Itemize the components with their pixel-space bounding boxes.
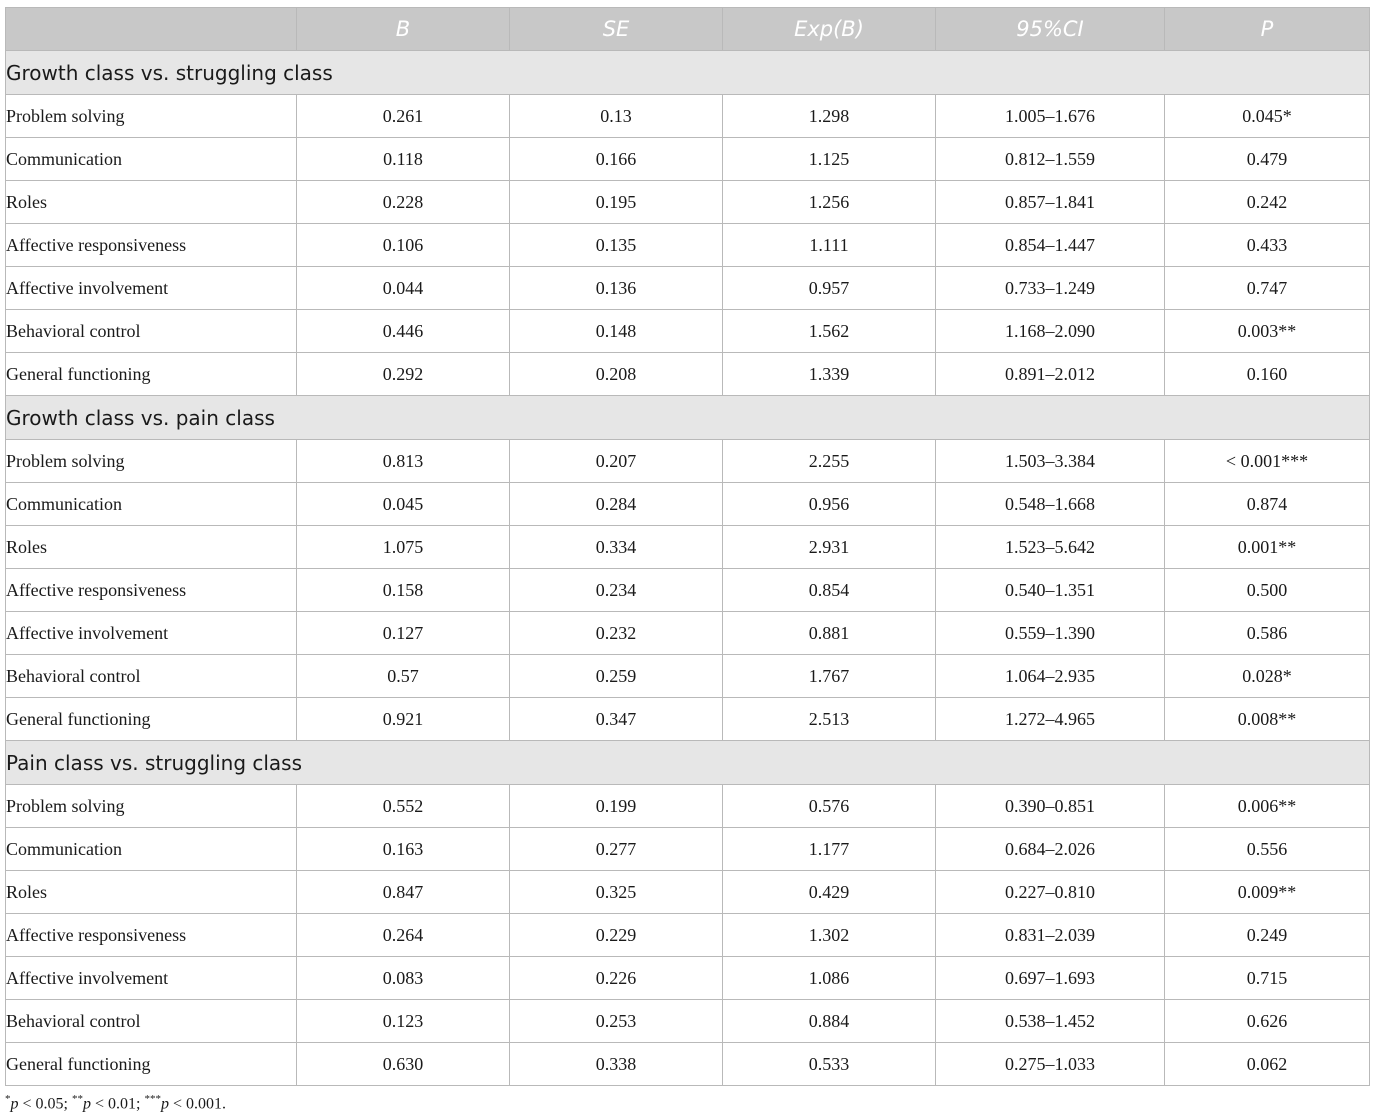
cell-b: 0.446 bbox=[297, 310, 510, 353]
row-label: Behavioral control bbox=[6, 310, 297, 353]
row-label: General functioning bbox=[6, 353, 297, 396]
row-label: Roles bbox=[6, 181, 297, 224]
footnote-mark-2: ** bbox=[71, 1093, 83, 1105]
header-b: B bbox=[297, 8, 510, 51]
cell-expb: 2.255 bbox=[723, 440, 936, 483]
header-ci: 95%CI bbox=[936, 8, 1165, 51]
cell-ci: 0.891–2.012 bbox=[936, 353, 1165, 396]
regression-table bbox=[5, 7, 1370, 1086]
footnote-text-3: < 0.001. bbox=[168, 1095, 226, 1113]
row-label: Communication bbox=[6, 828, 297, 871]
cell-b: 0.158 bbox=[297, 569, 510, 612]
header-expb: Exp(B) bbox=[723, 8, 936, 51]
cell-expb: 0.881 bbox=[723, 612, 936, 655]
cell-p: 0.874 bbox=[1165, 483, 1370, 526]
cell-se: 0.226 bbox=[510, 957, 723, 1000]
cell-se: 0.207 bbox=[510, 440, 723, 483]
cell-p: 0.626 bbox=[1165, 1000, 1370, 1043]
row-label: Affective responsiveness bbox=[6, 224, 297, 267]
row-label: Communication bbox=[6, 138, 297, 181]
header-row bbox=[6, 8, 1370, 51]
cell-p: 0.242 bbox=[1165, 181, 1370, 224]
footnote bbox=[5, 1093, 226, 1113]
cell-p: 0.062 bbox=[1165, 1043, 1370, 1086]
table-row bbox=[6, 440, 1370, 483]
cell-ci: 0.538–1.452 bbox=[936, 1000, 1165, 1043]
cell-se: 0.208 bbox=[510, 353, 723, 396]
row-label: Behavioral control bbox=[6, 1000, 297, 1043]
footnote-var-1: p bbox=[10, 1095, 19, 1113]
cell-p: 0.160 bbox=[1165, 353, 1370, 396]
row-label: Affective involvement bbox=[6, 612, 297, 655]
cell-b: 0.261 bbox=[297, 95, 510, 138]
table-row bbox=[6, 1043, 1370, 1086]
cell-se: 0.136 bbox=[510, 267, 723, 310]
table-row bbox=[6, 181, 1370, 224]
cell-b: 0.118 bbox=[297, 138, 510, 181]
cell-expb: 1.339 bbox=[723, 353, 936, 396]
table-row bbox=[6, 655, 1370, 698]
cell-expb: 0.854 bbox=[723, 569, 936, 612]
cell-b: 0.813 bbox=[297, 440, 510, 483]
cell-b: 0.630 bbox=[297, 1043, 510, 1086]
cell-se: 0.232 bbox=[510, 612, 723, 655]
cell-b: 0.57 bbox=[297, 655, 510, 698]
cell-p: 0.747 bbox=[1165, 267, 1370, 310]
cell-ci: 0.540–1.351 bbox=[936, 569, 1165, 612]
table-row bbox=[6, 353, 1370, 396]
cell-ci: 0.559–1.390 bbox=[936, 612, 1165, 655]
cell-expb: 1.767 bbox=[723, 655, 936, 698]
cell-se: 0.325 bbox=[510, 871, 723, 914]
header-empty bbox=[6, 8, 297, 51]
row-label: Roles bbox=[6, 526, 297, 569]
row-label: Problem solving bbox=[6, 95, 297, 138]
cell-ci: 1.168–2.090 bbox=[936, 310, 1165, 353]
cell-p: 0.500 bbox=[1165, 569, 1370, 612]
cell-ci: 0.684–2.026 bbox=[936, 828, 1165, 871]
table-row bbox=[6, 310, 1370, 353]
cell-p: 0.433 bbox=[1165, 224, 1370, 267]
cell-expb: 0.956 bbox=[723, 483, 936, 526]
group-title: Growth class vs. struggling class bbox=[6, 51, 1370, 95]
footnote-mark-1: * bbox=[5, 1093, 11, 1105]
cell-expb: 1.562 bbox=[723, 310, 936, 353]
cell-se: 0.347 bbox=[510, 698, 723, 741]
cell-expb: 0.884 bbox=[723, 1000, 936, 1043]
cell-expb: 0.533 bbox=[723, 1043, 936, 1086]
header-se: SE bbox=[510, 8, 723, 51]
cell-ci: 0.390–0.851 bbox=[936, 785, 1165, 828]
footnote-text-2: < 0.01; bbox=[90, 1095, 145, 1113]
table-row bbox=[6, 138, 1370, 181]
cell-ci: 0.854–1.447 bbox=[936, 224, 1165, 267]
row-label: Affective involvement bbox=[6, 267, 297, 310]
cell-ci: 0.733–1.249 bbox=[936, 267, 1165, 310]
cell-b: 0.106 bbox=[297, 224, 510, 267]
group-title: Pain class vs. struggling class bbox=[6, 741, 1370, 785]
cell-p: 0.715 bbox=[1165, 957, 1370, 1000]
cell-p: 0.001** bbox=[1165, 526, 1370, 569]
row-label: Affective involvement bbox=[6, 957, 297, 1000]
table-row bbox=[6, 914, 1370, 957]
cell-se: 0.334 bbox=[510, 526, 723, 569]
row-label: Problem solving bbox=[6, 440, 297, 483]
table-row bbox=[6, 828, 1370, 871]
row-label: Behavioral control bbox=[6, 655, 297, 698]
cell-ci: 1.064–2.935 bbox=[936, 655, 1165, 698]
cell-p: 0.249 bbox=[1165, 914, 1370, 957]
cell-ci: 0.548–1.668 bbox=[936, 483, 1165, 526]
cell-b: 0.123 bbox=[297, 1000, 510, 1043]
cell-p: 0.556 bbox=[1165, 828, 1370, 871]
cell-expb: 0.429 bbox=[723, 871, 936, 914]
row-label: Affective responsiveness bbox=[6, 569, 297, 612]
cell-b: 0.045 bbox=[297, 483, 510, 526]
cell-b: 0.292 bbox=[297, 353, 510, 396]
cell-expb: 2.513 bbox=[723, 698, 936, 741]
cell-ci: 0.812–1.559 bbox=[936, 138, 1165, 181]
header-p: P bbox=[1165, 8, 1370, 51]
table-body bbox=[6, 51, 1370, 1086]
cell-se: 0.253 bbox=[510, 1000, 723, 1043]
row-label: General functioning bbox=[6, 1043, 297, 1086]
cell-expb: 0.576 bbox=[723, 785, 936, 828]
cell-expb: 1.298 bbox=[723, 95, 936, 138]
cell-se: 0.195 bbox=[510, 181, 723, 224]
cell-se: 0.338 bbox=[510, 1043, 723, 1086]
cell-ci: 1.272–4.965 bbox=[936, 698, 1165, 741]
table-row bbox=[6, 698, 1370, 741]
row-label: Communication bbox=[6, 483, 297, 526]
cell-expb: 1.086 bbox=[723, 957, 936, 1000]
cell-b: 0.044 bbox=[297, 267, 510, 310]
cell-se: 0.259 bbox=[510, 655, 723, 698]
footnote-text-1: < 0.05; bbox=[18, 1095, 72, 1113]
cell-se: 0.277 bbox=[510, 828, 723, 871]
cell-p: 0.008** bbox=[1165, 698, 1370, 741]
cell-expb: 1.111 bbox=[723, 224, 936, 267]
cell-b: 0.127 bbox=[297, 612, 510, 655]
cell-se: 0.13 bbox=[510, 95, 723, 138]
cell-p: 0.009** bbox=[1165, 871, 1370, 914]
table-row bbox=[6, 871, 1370, 914]
cell-p: 0.586 bbox=[1165, 612, 1370, 655]
cell-expb: 1.177 bbox=[723, 828, 936, 871]
table-row bbox=[6, 267, 1370, 310]
group-header-row bbox=[6, 741, 1370, 785]
cell-b: 0.847 bbox=[297, 871, 510, 914]
row-label: General functioning bbox=[6, 698, 297, 741]
table-row bbox=[6, 224, 1370, 267]
cell-expb: 2.931 bbox=[723, 526, 936, 569]
row-label: Roles bbox=[6, 871, 297, 914]
group-header-row bbox=[6, 51, 1370, 95]
cell-p: < 0.001*** bbox=[1165, 440, 1370, 483]
cell-ci: 0.275–1.033 bbox=[936, 1043, 1165, 1086]
group-header-row bbox=[6, 396, 1370, 440]
cell-expb: 0.957 bbox=[723, 267, 936, 310]
cell-p: 0.479 bbox=[1165, 138, 1370, 181]
table-row bbox=[6, 1000, 1370, 1043]
cell-b: 0.921 bbox=[297, 698, 510, 741]
footnote-var-3: p bbox=[160, 1095, 169, 1113]
cell-b: 0.264 bbox=[297, 914, 510, 957]
cell-b: 0.083 bbox=[297, 957, 510, 1000]
cell-ci: 1.503–3.384 bbox=[936, 440, 1165, 483]
cell-b: 0.552 bbox=[297, 785, 510, 828]
cell-p: 0.006** bbox=[1165, 785, 1370, 828]
group-title: Growth class vs. pain class bbox=[6, 396, 1370, 440]
cell-se: 0.148 bbox=[510, 310, 723, 353]
row-label: Problem solving bbox=[6, 785, 297, 828]
cell-ci: 0.831–2.039 bbox=[936, 914, 1165, 957]
footnote-var-2: p bbox=[82, 1095, 91, 1113]
cell-ci: 1.523–5.642 bbox=[936, 526, 1165, 569]
footnote-mark-3: *** bbox=[144, 1093, 161, 1105]
table-row bbox=[6, 612, 1370, 655]
cell-b: 0.163 bbox=[297, 828, 510, 871]
table-row bbox=[6, 483, 1370, 526]
cell-p: 0.003** bbox=[1165, 310, 1370, 353]
cell-se: 0.229 bbox=[510, 914, 723, 957]
cell-b: 1.075 bbox=[297, 526, 510, 569]
cell-se: 0.234 bbox=[510, 569, 723, 612]
table-row bbox=[6, 957, 1370, 1000]
cell-ci: 0.227–0.810 bbox=[936, 871, 1165, 914]
cell-ci: 0.697–1.693 bbox=[936, 957, 1165, 1000]
table-row bbox=[6, 95, 1370, 138]
cell-p: 0.045* bbox=[1165, 95, 1370, 138]
cell-expb: 1.302 bbox=[723, 914, 936, 957]
cell-b: 0.228 bbox=[297, 181, 510, 224]
cell-se: 0.135 bbox=[510, 224, 723, 267]
cell-expb: 1.125 bbox=[723, 138, 936, 181]
cell-ci: 0.857–1.841 bbox=[936, 181, 1165, 224]
row-label: Affective responsiveness bbox=[6, 914, 297, 957]
cell-ci: 1.005–1.676 bbox=[936, 95, 1165, 138]
cell-se: 0.284 bbox=[510, 483, 723, 526]
cell-se: 0.199 bbox=[510, 785, 723, 828]
table-row bbox=[6, 785, 1370, 828]
cell-se: 0.166 bbox=[510, 138, 723, 181]
cell-p: 0.028* bbox=[1165, 655, 1370, 698]
cell-expb: 1.256 bbox=[723, 181, 936, 224]
table-row bbox=[6, 526, 1370, 569]
table-row bbox=[6, 569, 1370, 612]
